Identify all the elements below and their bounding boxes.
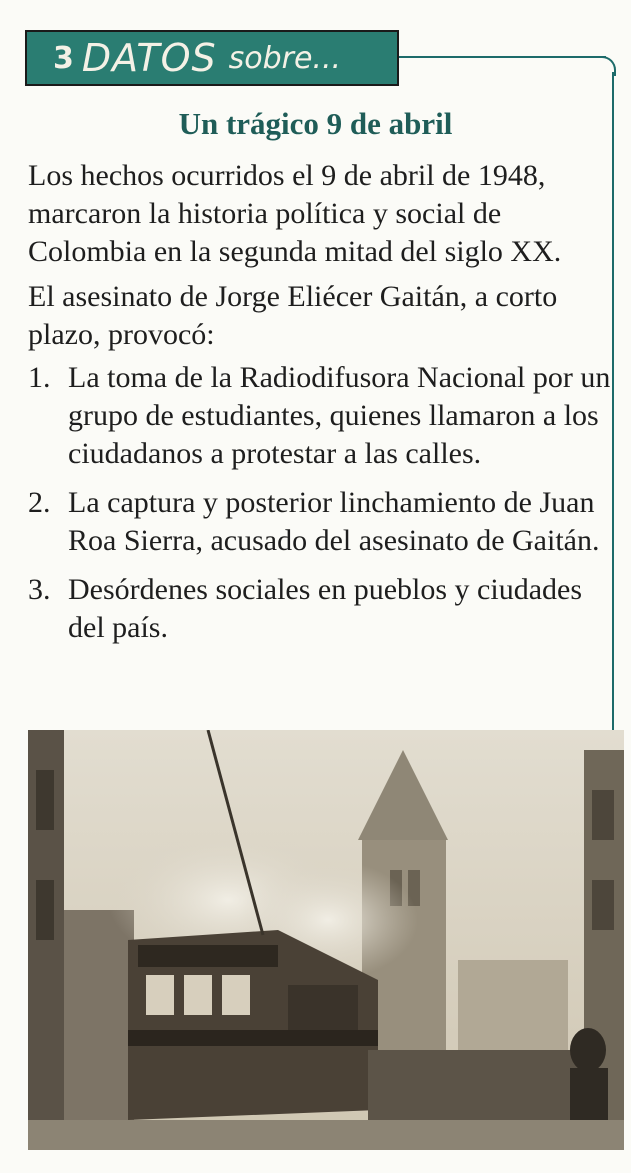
consequences-list xyxy=(28,359,612,658)
list-item xyxy=(28,484,612,560)
list-item-text: La toma de la Radiodifusora Nacional por un grupo de estudiantes, quienes llamaron a los ciudadanos a protestar a las calles. xyxy=(68,361,611,470)
banner-number: 3 xyxy=(53,40,74,76)
article-heading: Un trágico 9 de abril xyxy=(178,106,453,141)
list-item xyxy=(28,359,612,473)
intro-paragraph: Los hechos ocurridos el 9 de abril de 1948, marcaron la historia política y social de Colombia en la segunda mitad del siglo XX. xyxy=(28,159,562,268)
banner-subtitle: sobre... xyxy=(228,40,342,76)
frame-right-border xyxy=(612,72,614,732)
frame-top-border xyxy=(398,56,606,58)
consequence-paragraph: El asesinato de Jorge Eliécer Gaitán, a corto plazo, provocó: xyxy=(28,280,558,351)
list-item-text: La captura y posterior linchamiento de Juan Roa Sierra, acusado del asesinato de Gaitán. xyxy=(68,486,600,557)
list-item-number: 3. xyxy=(28,573,51,606)
list-item xyxy=(28,571,612,647)
banner-title: DATOS xyxy=(81,36,217,80)
section-banner xyxy=(25,30,399,86)
burning-tram-illustration xyxy=(28,730,624,1150)
list-item-text: Desórdenes sociales en pueblos y ciudades del país. xyxy=(68,573,583,644)
historical-photo xyxy=(28,730,624,1150)
list-item-number: 2. xyxy=(28,486,51,519)
list-item-number: 1. xyxy=(28,361,51,394)
